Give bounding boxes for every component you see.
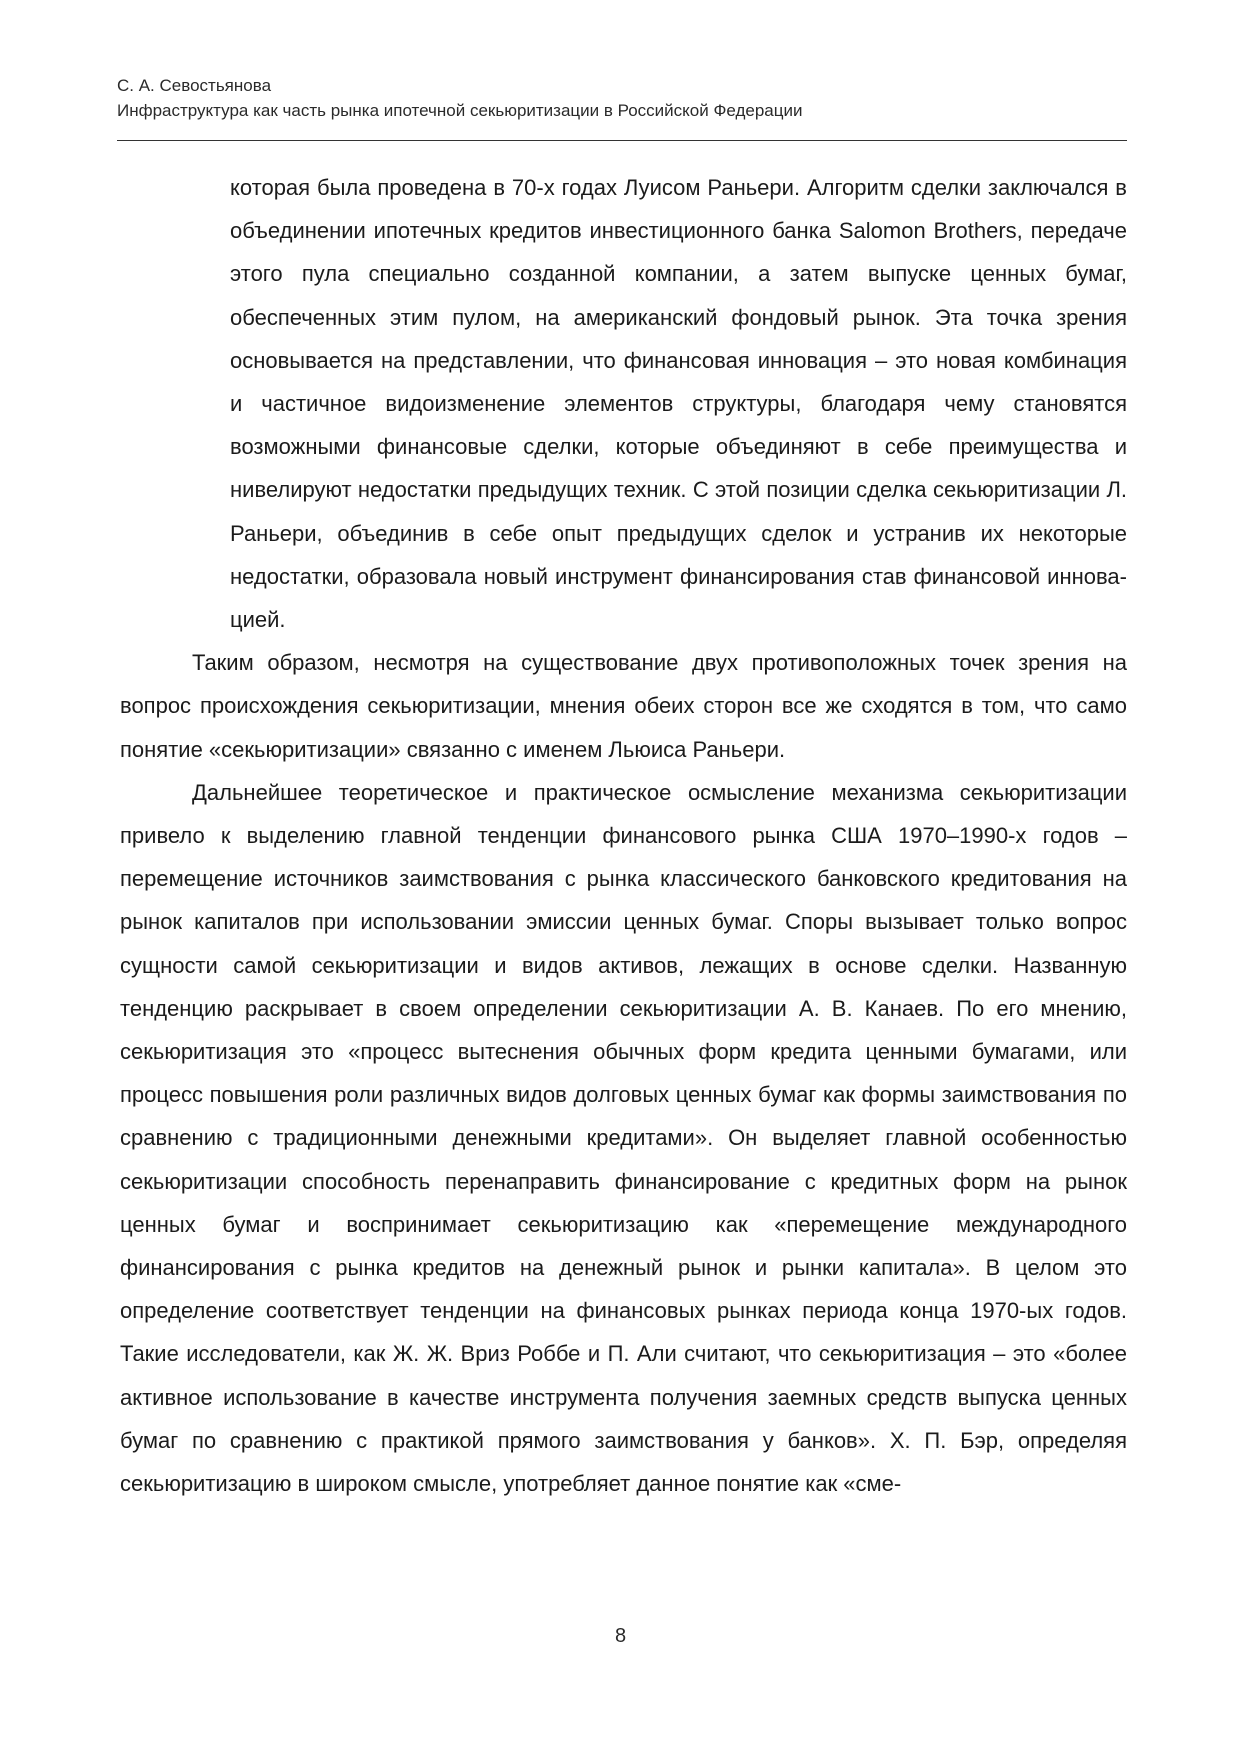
page-number: 8	[614, 1625, 627, 1647]
header-divider	[117, 140, 1127, 141]
body-paragraph-conclusion: Таким образом, несмотря на существование двух противоположных точек зрения на вопрос происхождения секьюритизации, мнения обеих сторон все же сходятся в том, что само понятие «секьюритизации» связанно с именем Льюиса Раньери.	[120, 650, 1127, 762]
header-title: Инфраструктура как часть рынка ипотечной секьюритизации в Российской Федерации	[117, 101, 803, 120]
running-header	[117, 73, 1127, 123]
indented-paragraph: которая была проведена в 70-х годах Луисом Раньери. Алгоритм сделки заключался в объединении ипотечных кредитов инвестиционного банка Salomon Brothers, передаче этого пула специально созданной компании, а затем выпуске ценных бумаг, обеспеченных этим пулом, на американский фондовый рынок. Эта точка зрения основывается на представлении, что финансовая инновация – это новая комбинация и частичное видоизменение элементов структуры, благодаря чему становятся возможными финансовые сделки, которые объединяют в себе преимущества и нивелируют недостатки предыдущих техник. С этой позиции сделка секьюритизации Л. Раньери, объединив в себе опыт предыдущих сделок и устранив их некоторые недостатки, образовала новый инструмент финансирования став финансовой инновацией.	[230, 175, 1127, 633]
header-author: С. А. Севостьянова	[117, 76, 272, 95]
body-paragraph-definitions: Дальнейшее теоретическое и практическое осмысление механизма секьюритизации привело к выделению главной тенденции финансового рынка США 1970–1990-х годов – перемещение источников заимствования с рынка классического банковского кредитования на рынок капиталов при использовании эмиссии ценных бумаг. Споры вызывает только вопрос сущности самой секьюритизации и видов активов, лежащих в основе сделки. Названную тенденцию раскрывает в своем определении секьюритизации А. В. Канаев. По его мнению, секьюритизация это «процесс вытеснения обычных форм кредита ценными бумагами, или процесс повышения роли различных видов долговых ценных бумаг как формы заимствования по сравнению с традиционными денежными кредитами». Он выделяет главной особенностью секьюритизации способность перенаправить финансирование с кредитных форм на рынок ценных бумаг и воспринимает секьюритизацию как «перемещение международного финансирования с рынка кредитов на денежный рынок и рынки капитала». В целом это определение соответствует тенденции на финансовых рынках периода конца 1970-ых годов. Такие исследователи, как Ж. Ж. Вриз Роббе и П. Али считают, что секьюритизация – это «более активное использование в качестве инструмента получения заемных средств выпуска ценных бумаг по сравнению с практикой прямого заимствования у банков». Х. П. Бэр, определяя секьюритизацию в широком смысле, употребляет данное понятие как «сме-	[120, 779, 1127, 1497]
page-body	[120, 166, 1127, 1505]
